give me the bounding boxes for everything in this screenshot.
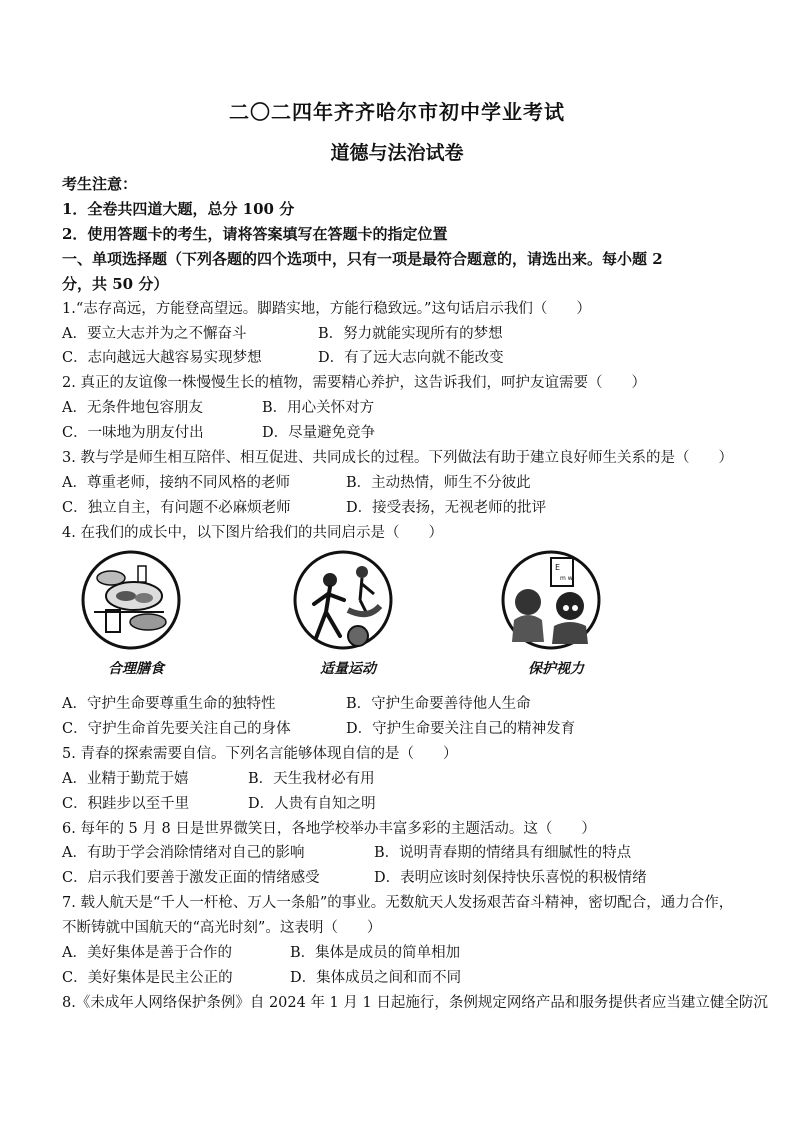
- section-heading: 一、单项选择题（下列各题的四个选项中，只有一项是最符合题意的，请选出来。每小题 2: [62, 250, 663, 268]
- question-stem: 3. 教与学是师生相互陪伴、相互促进、共同成长的过程。下列做法有助于建立良好师生关系的是（ ）: [62, 450, 733, 466]
- notice-heading: 考生注意：: [62, 175, 138, 193]
- option-d: D．表明应该时刻保持快乐喜悦的积极情绪: [374, 870, 647, 886]
- option-b: B．努力就能实现所有的梦想: [318, 326, 503, 342]
- image-meal: [76, 550, 196, 690]
- option-b: B．集体是成员的简单相加: [290, 945, 461, 961]
- eyesight-icon: [496, 550, 616, 655]
- question-stem: 2. 真正的友谊像一株慢慢生长的植物，需要精心养护，这告诉我们，呵护友谊需要（ ）: [62, 375, 646, 391]
- option-c: C．启示我们要善于激发正面的情绪感受: [62, 870, 320, 886]
- image-caption: 适量运动: [320, 661, 376, 677]
- option-a: A．守护生命要尊重生命的独特性: [62, 696, 276, 712]
- option-d: D．尽量避免竞争: [262, 425, 376, 441]
- option-c: C．独立自主，有问题不必麻烦老师: [62, 500, 291, 516]
- exercise-icon: [288, 550, 408, 655]
- option-b: B．主动热情，师生不分彼此: [346, 475, 531, 491]
- meal-icon: [76, 550, 196, 655]
- option-c: C．志向越远大越容易实现梦想: [62, 350, 262, 366]
- option-b: B．天生我材必有用: [248, 771, 375, 787]
- option-d: D．有了远大志向就不能改变: [318, 350, 504, 366]
- image-eyesight: [496, 550, 616, 690]
- option-a: A．有助于学会消除情绪对自己的影响: [62, 845, 305, 861]
- question-stem: 4. 在我们的成长中，以下图片给我们的共同启示是（ ）: [62, 525, 443, 541]
- option-c: C．守护生命首先要关注自己的身体: [62, 721, 291, 737]
- option-b: B．用心关怀对方: [262, 400, 375, 416]
- svg-text:m w: m w: [560, 575, 573, 582]
- question-stem: 5. 青春的探索需要自信。下列名言能够体现自信的是（ ）: [62, 746, 458, 762]
- image-caption: 合理膳食: [108, 661, 164, 677]
- question-stem: 7. 载人航天是“千人一杆枪、万人一条船”的事业。无数航天人发扬艰苦奋斗精神，密切配合，通力合作，: [62, 895, 734, 911]
- option-a: A．业精于勤荒于嬉: [62, 771, 189, 787]
- question-stem: 6. 每年的 5 月 8 日是世界微笑日，各地学校举办丰富多彩的主题活动。这（ ）: [62, 821, 596, 837]
- svg-text:E: E: [555, 563, 561, 572]
- option-a: A．无条件地包容朋友: [62, 400, 203, 416]
- option-d: D．集体成员之间和而不同: [290, 970, 462, 986]
- question-stem-cont: 不断铸就中国航天的“高光时刻”。这表明（ ）: [62, 920, 382, 936]
- option-d: D．接受表扬，无视老师的批评: [346, 500, 547, 516]
- image-exercise: [288, 550, 408, 690]
- option-a: A．美好集体是善于合作的: [62, 945, 232, 961]
- image-caption: 保护视力: [528, 661, 584, 677]
- option-c: C．积跬步以至千里: [62, 796, 190, 812]
- option-a: A．要立大志并为之不懈奋斗: [62, 326, 247, 342]
- option-d: D．守护生命要关注自己的精神发育: [346, 721, 576, 737]
- option-a: A．尊重老师，接纳不同风格的老师: [62, 475, 290, 491]
- exam-subtitle: 道德与法治试卷: [330, 142, 464, 164]
- option-c: C．美好集体是民主公正的: [62, 970, 233, 986]
- exam-title: 二〇二四年齐齐哈尔市初中学业考试: [229, 100, 565, 124]
- question-stem: 1.“志存高远，方能登高望远。脚踏实地，方能行稳致远。”这句话启示我们（ ）: [62, 301, 591, 317]
- option-b: B．说明青春期的情绪具有细腻性的特点: [374, 845, 632, 861]
- notice-item: 2．使用答题卡的考生，请将答案填写在答题卡的指定位置: [62, 225, 448, 243]
- notice-item: 1．全卷共四道大题，总分 100 分: [62, 200, 295, 218]
- option-d: D．人贵有自知之明: [248, 796, 376, 812]
- option-b: B．守护生命要善待他人生命: [346, 696, 531, 712]
- section-heading-cont: 分，共 50 分）: [62, 275, 169, 293]
- option-c: C．一味地为朋友付出: [62, 425, 204, 441]
- question-stem: 8.《未成年人网络保护条例》自 2024 年 1 月 1 日起施行，条例规定网络产品和服务提供者应当建立健全防沉: [62, 995, 768, 1011]
